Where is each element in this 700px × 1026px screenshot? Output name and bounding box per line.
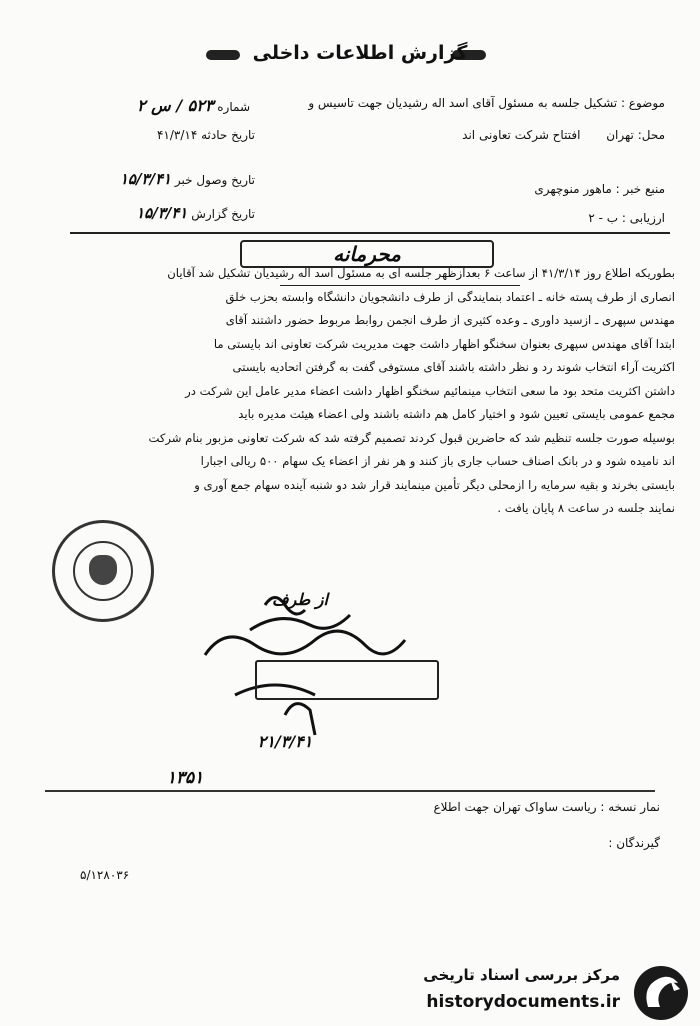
source-field: منبع خبر : ماهور منوچهری: [534, 182, 665, 196]
subject-value-2: افتتاح شرکت تعاونی اند: [462, 128, 581, 142]
report-body: [95, 262, 675, 521]
page-title: گزارش اطلاعات داخلی: [252, 42, 468, 64]
date-event-label: تاریخ حادثه: [201, 128, 255, 142]
body-line: نمایند جلسه در ساعت ۸ پایان یافت .: [497, 501, 675, 515]
number-value: ۵۲۳ / س ۲: [136, 96, 214, 115]
recipient-label: گیرندگان :: [608, 836, 660, 850]
date-event-field: [70, 128, 255, 142]
document-code: ۵/۱۲۸۰۳۶: [80, 868, 130, 882]
report-date-field: [70, 204, 255, 222]
number-label: شماره: [217, 100, 250, 114]
watermark-site: historydocuments.ir: [426, 992, 620, 1012]
header-divider: [70, 232, 670, 234]
confidential-stamp: محرمانه: [240, 240, 494, 268]
place-label: محل: تهران: [606, 128, 665, 142]
date-event-value: ۴۱/۳/۱۴: [156, 128, 198, 142]
report-date-label: تاریخ گزارش: [191, 207, 255, 221]
footer-divider: [45, 790, 655, 792]
body-line: داشتن اکثریت متحد بود ما سعی انتخاب مینمائیم سخنگو اظهار داشت اعضاء مدیر عامل این شرکت در: [185, 383, 675, 398]
subject-value: تشکیل جلسه به مسئول آقای اسد اله رشیدیان جهت تاسیس و: [308, 96, 618, 110]
seal-emblem-icon: [89, 555, 117, 585]
body-line: ابتدا آقای مهندس سپهری بعنوان سخنگو اظهار داشت جهت مدیریت شرکت تعاونی اند بایستی ما: [213, 336, 675, 351]
subject-label: موضوع :: [620, 96, 665, 110]
signature-year: ۱۳۵۱: [166, 768, 204, 788]
signature-initials: از طرف: [272, 590, 328, 609]
body-line: مهندس سپهری ـ ازسید داوری ـ وعده کثیری از طرف انجمن روابط مربوط حضور داشتند آقای: [225, 313, 675, 327]
body-line: اند نامیده شود و در بانک اصناف حساب جاری باز کنند و هر نفر از اعضاء یک سهام ۵۰۰ ریالی اجبارا: [200, 454, 675, 468]
receive-date-label: تاریخ وصول خبر: [174, 173, 255, 187]
report-date-value: ۱۵/۳/۴۱: [136, 204, 188, 222]
copy-label: نمار نسخه : ریاست ساواک تهران جهت اطلاع: [433, 800, 660, 814]
signature-date: ۲۱/۳/۴۱: [257, 732, 313, 751]
underline-mark: [280, 285, 520, 286]
place-field: [330, 128, 665, 142]
receive-date-value: ۱۵/۳/۴۱: [119, 170, 172, 188]
body-line: اکثریت آراء انتخاب شوند رد و نظر داشته باشند آقای مستوفی گفت به گرفتن اتحادیه بایستی: [232, 360, 675, 374]
body-line: بوسیله صورت جلسه تنظیم شد که حاضرین قبول کردند تصمیم گرفته شد که شرکت تعاونی مزبور بنام شرکت: [148, 430, 675, 445]
body-line: بطوریکه اطلاع روز ۴۱/۳/۱۴ از ساعت ۶ بعدازظهر جلسه ای به مسئول اسد اله رشیدیان تشکیل شد آقایان: [167, 266, 675, 280]
subject-field: [260, 96, 665, 110]
number-field: [70, 96, 250, 115]
body-line: بایستی بخرند و بقیه سرمایه را ازمحلی دیگر تأمین مینمایند قرار شد دو شنبه آینده سهام جمع آوری و: [194, 477, 675, 492]
receive-date-field: [70, 170, 255, 188]
official-seal: [52, 520, 154, 622]
signature-box: [255, 660, 439, 700]
body-line: انصاری از طرف پسته خانه ـ اعتماد بنمایندگی از طرف دانشجویان دانشگاه وابسته بحزب خلق: [225, 289, 675, 304]
watermark-org-name: مرکز بررسی اسناد تاریخی: [423, 966, 620, 984]
evaluation-field: ارزیابی : ب - ۲: [588, 211, 665, 225]
body-line: مجمع عمومی بایستی تعیین شود و اختیار کامل هم داشته باشند ولی اعضاء هیئت مدیره باید: [238, 407, 675, 421]
archive-logo-icon: [630, 963, 692, 1023]
